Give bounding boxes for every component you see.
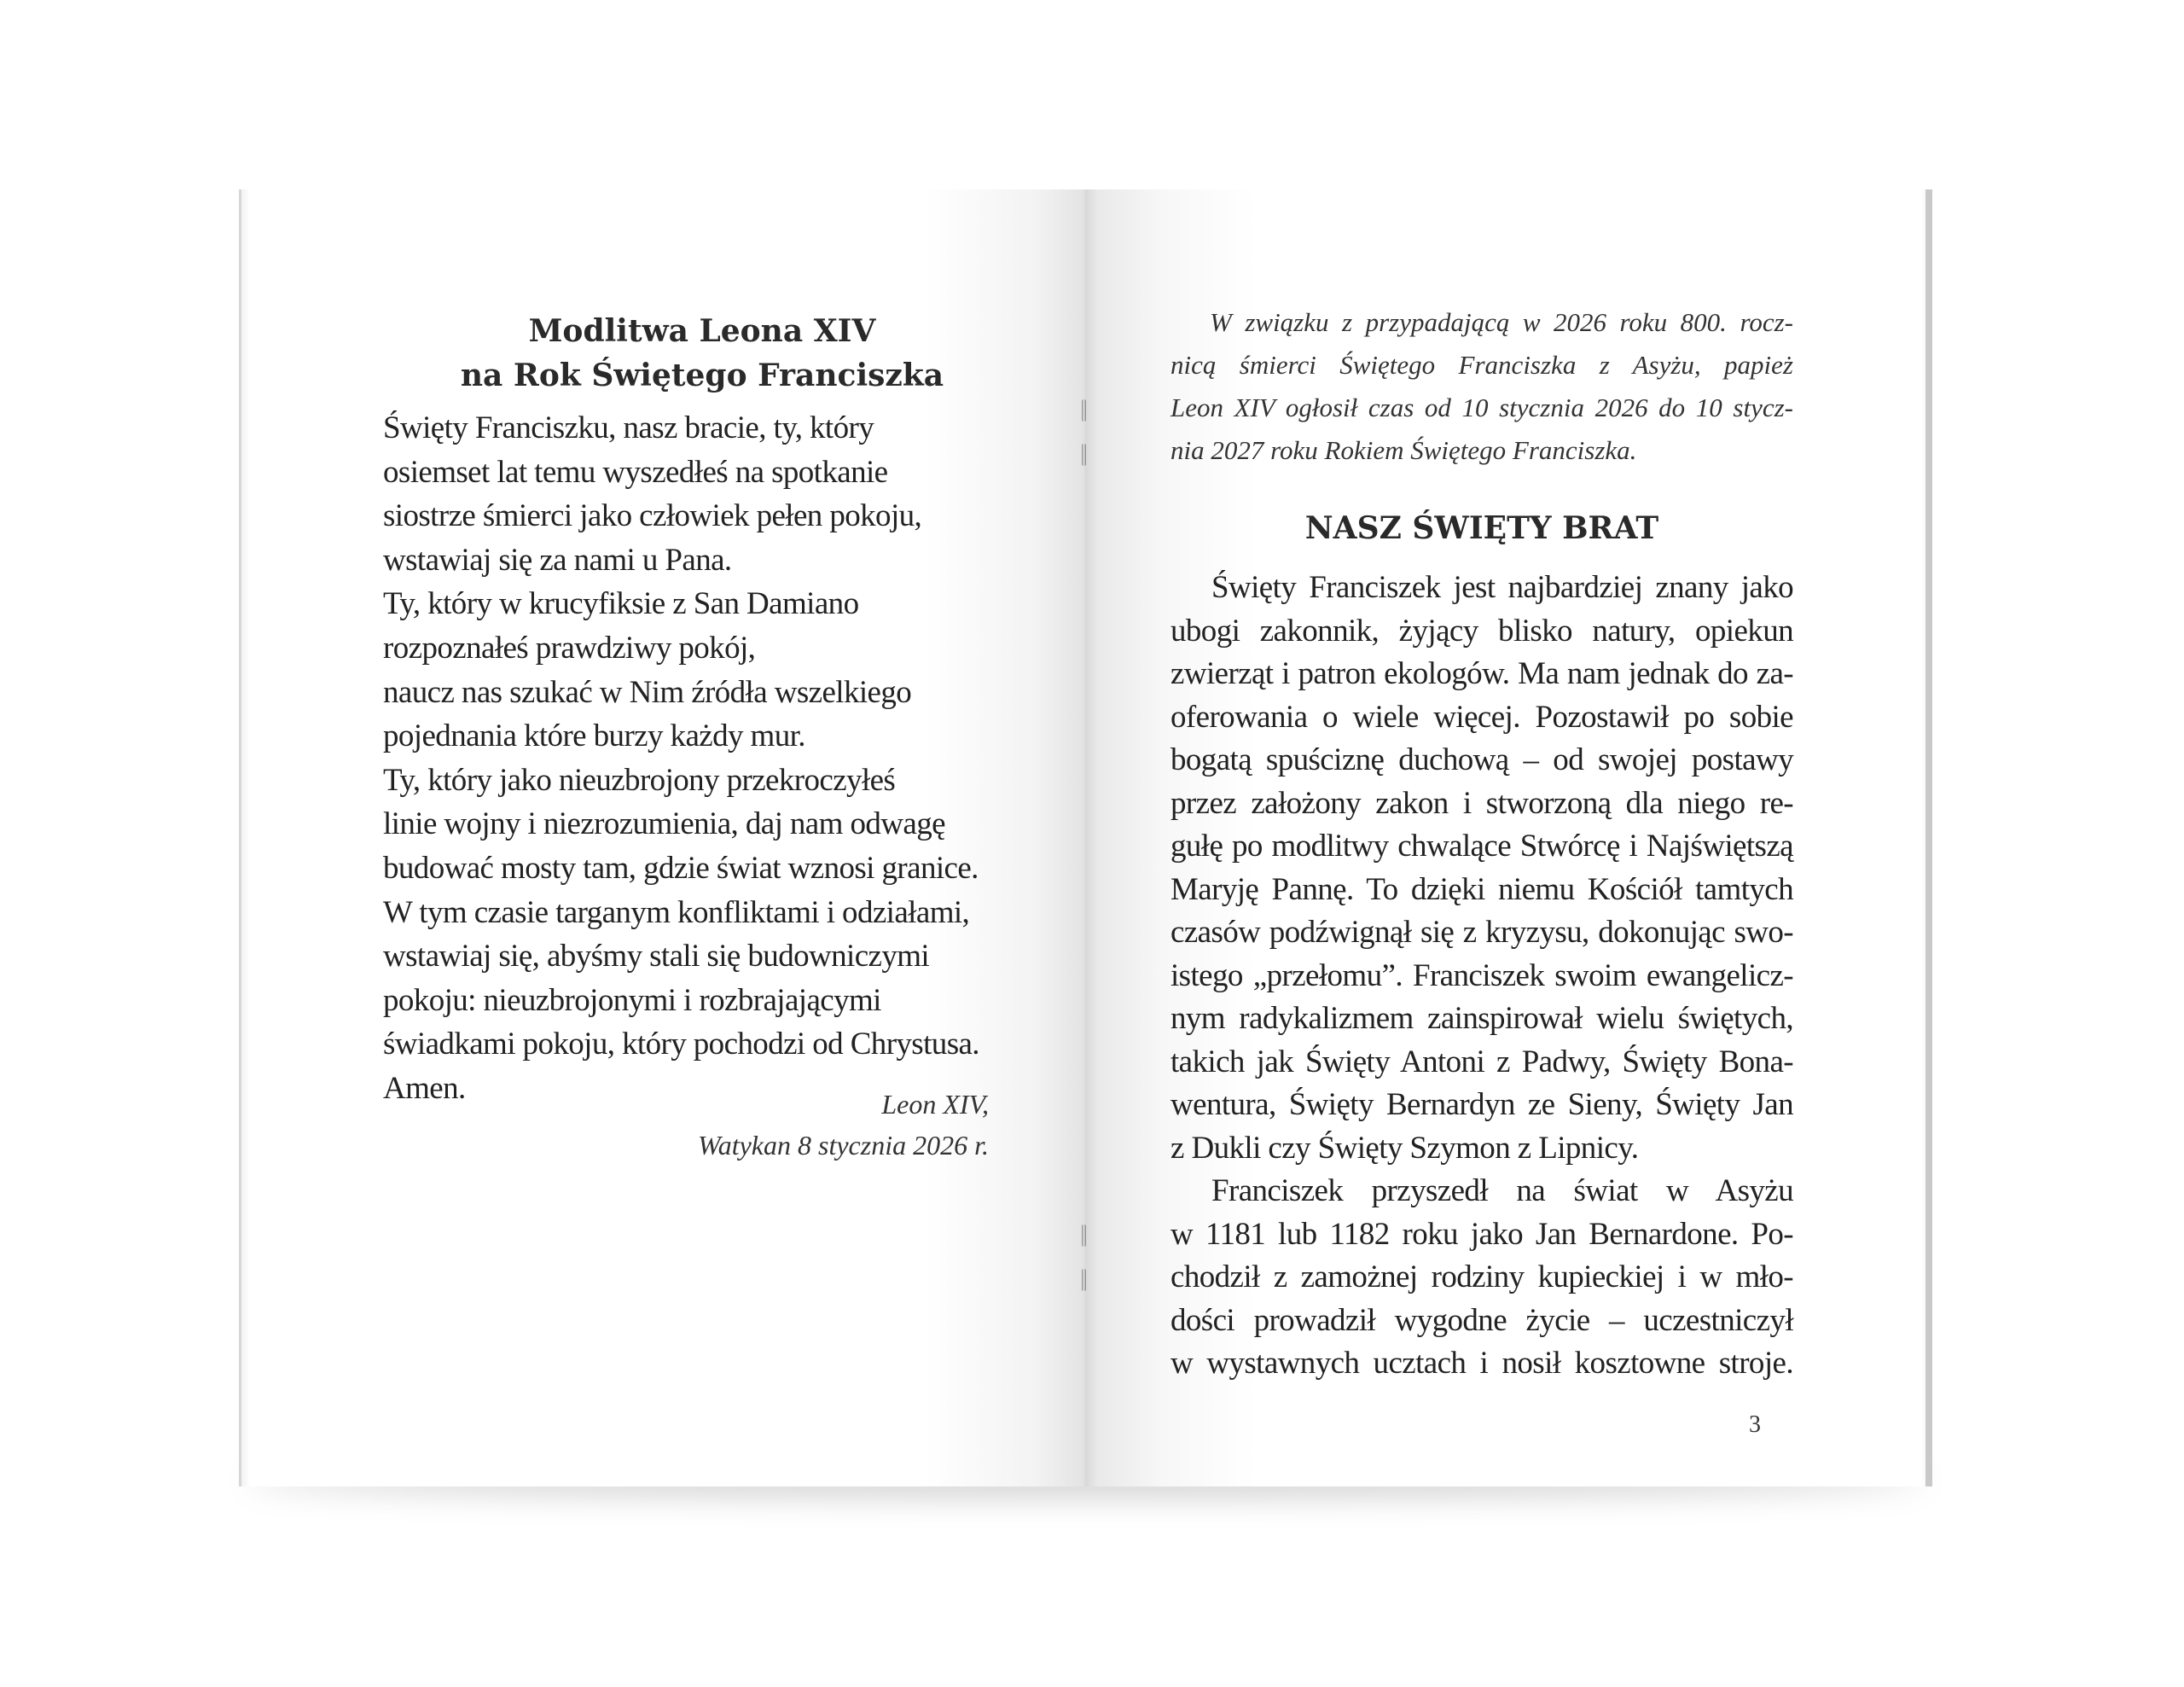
intro-line: Leon XIV ogłosił czas od 10 stycznia 2026 do 10 stycz- bbox=[1170, 393, 1793, 422]
prayer-line: Święty Franciszku, nasz bracie, ty, który bbox=[383, 410, 874, 445]
prayer-title-line: Modlitwa Leona XIV bbox=[528, 313, 876, 349]
body-line: nym radykalizmem zainspirował wielu świętych, bbox=[1170, 1001, 1793, 1036]
prayer-line: siostrze śmierci jako człowiek pełen pokoju, bbox=[383, 498, 922, 534]
prayer-line: rozpoznałeś prawdziwy pokój, bbox=[383, 630, 756, 666]
staple-top-upper bbox=[1082, 399, 1086, 422]
prayer-line: Amen. bbox=[383, 1070, 466, 1106]
body-line: w wystawnych ucztach i nosił kosztowne stroje. bbox=[1170, 1346, 1793, 1381]
prayer-line: W tym czasie targanym konfliktami i odziałami, bbox=[383, 894, 970, 930]
prayer-text bbox=[383, 406, 1048, 1111]
staple-bottom-upper bbox=[1082, 1225, 1086, 1247]
body-line: przez założony zakon i stworzoną dla niego re- bbox=[1170, 785, 1793, 821]
body-line: takich jak Święty Antoni z Padwy, Święty Bona- bbox=[1170, 1044, 1793, 1079]
body-line: gułę po modlitwy chwalące Stwórcę i Najświętszą bbox=[1170, 829, 1793, 864]
intro-line: W związku z przypadającą w 2026 roku 800. rocz- bbox=[1210, 307, 1793, 337]
prayer-line: wstawiaj się za nami u Pana. bbox=[383, 542, 732, 578]
body-line: bogatą spuściznę duchową – od swojej postawy bbox=[1170, 742, 1793, 777]
prayer-line: pojednania które burzy każdy mur. bbox=[383, 718, 805, 754]
prayer-line: Ty, który jako nieuzbrojony przekroczyłeś bbox=[383, 762, 896, 798]
body-line: Maryję Pannę. To dzięki niemu Kościół tamtych bbox=[1170, 871, 1793, 907]
intro-line: nia 2027 roku Rokiem Świętego Franciszka. bbox=[1170, 435, 1637, 465]
right-page bbox=[1085, 189, 1932, 1486]
body-text bbox=[1170, 567, 1793, 1386]
intro-paragraph bbox=[1170, 301, 1793, 472]
staple-top-lower bbox=[1082, 444, 1086, 466]
body-line: istego „przełomu”. Franciszek swoim ewangelicz- bbox=[1170, 957, 1793, 993]
prayer-line: świadkami pokoju, który pochodzi od Chrystusa. bbox=[383, 1027, 979, 1062]
left-page bbox=[239, 189, 1085, 1486]
body-line: oferowania o wiele więcej. Pozostawił po sobie bbox=[1170, 699, 1793, 735]
prayer-line: naucz nas szukać w Nim źródła wszelkiego bbox=[383, 674, 912, 710]
body-line: w 1181 lub 1182 roku jako Jan Bernardone. Po- bbox=[1170, 1216, 1793, 1252]
body-line: z Dukli czy Święty Szymon z Lipnicy. bbox=[1170, 1130, 1639, 1166]
prayer-line: wstawiaj się, abyśmy stali się budowniczymi bbox=[383, 939, 930, 974]
body-line: Franciszek przyszedł na świat w Asyżu bbox=[1211, 1173, 1793, 1208]
prayer-line: budować mosty tam, gdzie świat wznosi granice. bbox=[383, 850, 979, 886]
body-line: czasów podźwignął się z kryzysu, dokonując swo- bbox=[1170, 915, 1793, 950]
body-line: dości prowadził wygodne życie – uczestniczył bbox=[1170, 1302, 1793, 1338]
body-line: ubogi zakonnik, żyjący blisko natury, opiekun bbox=[1170, 613, 1793, 649]
booklet-spread bbox=[239, 189, 1932, 1486]
prayer-line: osiemset lat temu wyszedłeś na spotkanie bbox=[383, 454, 888, 490]
prayer-line: linie wojny i niezrozumienia, daj nam odwagę bbox=[383, 806, 945, 842]
staple-bottom-lower bbox=[1082, 1269, 1086, 1291]
signature-line: Watykan 8 stycznia 2026 r. bbox=[697, 1130, 989, 1161]
page-number: 3 bbox=[1749, 1411, 1761, 1438]
body-line: zwierząt i patron ekologów. Ma nam jednak do za- bbox=[1170, 656, 1793, 691]
signature-line: Leon XIV, bbox=[881, 1089, 989, 1120]
intro-line: nicą śmierci Świętego Franciszka z Asyżu, papież bbox=[1170, 350, 1793, 380]
prayer-line: pokoju: nieuzbrojonymi i rozbrajającymi bbox=[383, 982, 881, 1018]
prayer-title-line: na Rok Świętego Franciszka bbox=[460, 358, 944, 393]
section-heading: NASZ ŚWIĘTY BRAT bbox=[1304, 510, 1659, 546]
body-line: wentura, Święty Bernardyn ze Sieny, Święty Jan bbox=[1170, 1087, 1793, 1122]
prayer-signature bbox=[383, 1084, 989, 1166]
prayer-line: Ty, który w krucyfiksie z San Damiano bbox=[383, 586, 859, 622]
prayer-title bbox=[386, 309, 1018, 398]
body-line: Święty Franciszek jest najbardziej znany jako bbox=[1211, 570, 1793, 605]
body-line: chodził z zamożnej rodziny kupieckiej i w mło- bbox=[1170, 1259, 1793, 1294]
